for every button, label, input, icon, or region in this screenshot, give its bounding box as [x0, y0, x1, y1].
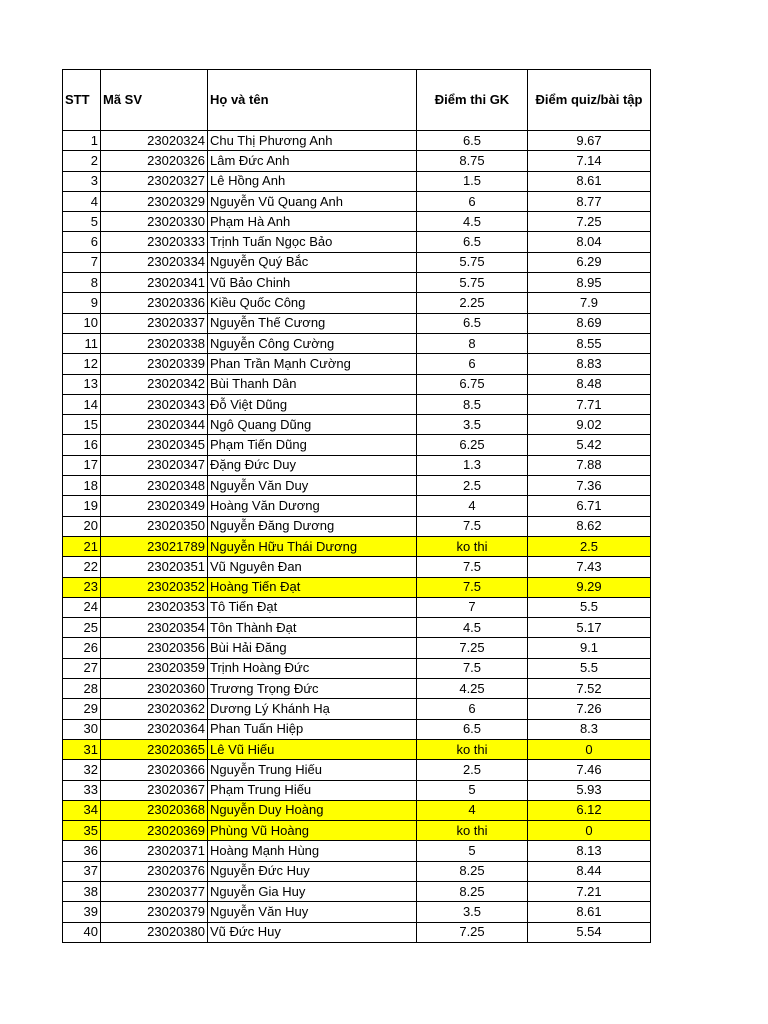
- table-row: [63, 719, 651, 739]
- cell-diem-gk: 1.5: [417, 171, 528, 191]
- cell-stt: 22: [63, 557, 101, 577]
- cell-stt: 37: [63, 861, 101, 881]
- cell-diem-gk: 6: [417, 191, 528, 211]
- cell-stt: 13: [63, 374, 101, 394]
- cell-ho-ten: Nguyễn Trung Hiếu: [208, 760, 417, 780]
- cell-diem-quiz: 8.04: [528, 232, 651, 252]
- cell-diem-gk: 8: [417, 333, 528, 353]
- cell-stt: 30: [63, 719, 101, 739]
- cell-stt: 7: [63, 252, 101, 272]
- cell-diem-quiz: 8.83: [528, 354, 651, 374]
- cell-diem-quiz: 5.5: [528, 658, 651, 678]
- cell-stt: 5: [63, 212, 101, 232]
- table-row: [63, 577, 651, 597]
- cell-ma-sv: 23020338: [101, 333, 208, 353]
- cell-stt: 40: [63, 922, 101, 942]
- table-row: [63, 557, 651, 577]
- table-row: [63, 333, 651, 353]
- cell-diem-quiz: 7.88: [528, 455, 651, 475]
- cell-diem-quiz: 7.71: [528, 394, 651, 414]
- cell-diem-gk: 4.5: [417, 618, 528, 638]
- cell-diem-quiz: 8.77: [528, 191, 651, 211]
- cell-ho-ten: Nguyễn Hữu Thái Dương: [208, 536, 417, 556]
- cell-stt: 21: [63, 536, 101, 556]
- cell-stt: 32: [63, 760, 101, 780]
- cell-stt: 2: [63, 151, 101, 171]
- table-row: [63, 252, 651, 272]
- table-row: [63, 171, 651, 191]
- cell-diem-gk: 2.5: [417, 476, 528, 496]
- cell-diem-gk: 7.25: [417, 638, 528, 658]
- table-row: [63, 902, 651, 922]
- cell-diem-gk: 8.25: [417, 881, 528, 901]
- cell-diem-gk: 4.5: [417, 212, 528, 232]
- cell-ma-sv: 23020344: [101, 415, 208, 435]
- cell-ho-ten: Nguyễn Thế Cương: [208, 313, 417, 333]
- cell-stt: 4: [63, 191, 101, 211]
- cell-ma-sv: 23020365: [101, 739, 208, 759]
- cell-ho-ten: Nguyễn Quý Bắc: [208, 252, 417, 272]
- cell-diem-quiz: 7.36: [528, 476, 651, 496]
- cell-ho-ten: Vũ Nguyên Đan: [208, 557, 417, 577]
- cell-diem-gk: 6.25: [417, 435, 528, 455]
- cell-ma-sv: 23020368: [101, 800, 208, 820]
- cell-ma-sv: 23020348: [101, 476, 208, 496]
- cell-ma-sv: 23020351: [101, 557, 208, 577]
- cell-diem-gk: 8.5: [417, 394, 528, 414]
- table-row: [63, 415, 651, 435]
- cell-diem-gk: 6.5: [417, 232, 528, 252]
- table-row: [63, 476, 651, 496]
- cell-stt: 14: [63, 394, 101, 414]
- cell-stt: 34: [63, 800, 101, 820]
- cell-ho-ten: Ngô Quang Dũng: [208, 415, 417, 435]
- cell-diem-gk: ko thi: [417, 536, 528, 556]
- cell-ho-ten: Phạm Tiến Dũng: [208, 435, 417, 455]
- cell-ma-sv: 23020343: [101, 394, 208, 414]
- cell-diem-quiz: 0: [528, 821, 651, 841]
- cell-diem-gk: 4: [417, 496, 528, 516]
- cell-diem-gk: 6: [417, 699, 528, 719]
- cell-diem-quiz: 9.67: [528, 131, 651, 151]
- cell-stt: 23: [63, 577, 101, 597]
- cell-diem-gk: 3.5: [417, 415, 528, 435]
- cell-diem-quiz: 7.9: [528, 293, 651, 313]
- cell-diem-gk: 7.5: [417, 577, 528, 597]
- cell-ma-sv: 23020367: [101, 780, 208, 800]
- cell-stt: 27: [63, 658, 101, 678]
- cell-diem-gk: 2.25: [417, 293, 528, 313]
- cell-stt: 35: [63, 821, 101, 841]
- cell-ma-sv: 23020337: [101, 313, 208, 333]
- cell-ma-sv: 23020377: [101, 881, 208, 901]
- cell-diem-quiz: 7.52: [528, 679, 651, 699]
- cell-diem-gk: 8.25: [417, 861, 528, 881]
- cell-ma-sv: 23020371: [101, 841, 208, 861]
- cell-ho-ten: Lê Vũ Hiếu: [208, 739, 417, 759]
- table-row: [63, 760, 651, 780]
- cell-diem-quiz: 6.29: [528, 252, 651, 272]
- table-row: [63, 212, 651, 232]
- table-row: [63, 232, 651, 252]
- table-row: [63, 313, 651, 333]
- cell-diem-quiz: 5.17: [528, 618, 651, 638]
- cell-ho-ten: Dương Lý Khánh Hạ: [208, 699, 417, 719]
- cell-diem-gk: 6.75: [417, 374, 528, 394]
- cell-ma-sv: 23020353: [101, 597, 208, 617]
- table-row: [63, 273, 651, 293]
- cell-stt: 33: [63, 780, 101, 800]
- table-row: [63, 800, 651, 820]
- cell-ma-sv: 23020369: [101, 821, 208, 841]
- cell-diem-quiz: 5.93: [528, 780, 651, 800]
- cell-ho-ten: Phan Tuấn Hiệp: [208, 719, 417, 739]
- header-row: [63, 70, 651, 131]
- cell-diem-gk: 2.5: [417, 760, 528, 780]
- cell-diem-gk: ko thi: [417, 739, 528, 759]
- cell-ma-sv: 23020352: [101, 577, 208, 597]
- cell-ma-sv: 23020329: [101, 191, 208, 211]
- table-row: [63, 780, 651, 800]
- cell-diem-quiz: 5.42: [528, 435, 651, 455]
- cell-diem-quiz: 8.61: [528, 171, 651, 191]
- table-row: [63, 435, 651, 455]
- cell-diem-gk: 7.5: [417, 557, 528, 577]
- table-row: [63, 293, 651, 313]
- cell-diem-gk: 4.25: [417, 679, 528, 699]
- cell-ma-sv: 23020330: [101, 212, 208, 232]
- cell-ma-sv: 23020364: [101, 719, 208, 739]
- header-stt: STT: [63, 70, 101, 131]
- cell-ma-sv: 23020359: [101, 658, 208, 678]
- cell-stt: 10: [63, 313, 101, 333]
- table-row: [63, 131, 651, 151]
- cell-ma-sv: 23020333: [101, 232, 208, 252]
- cell-stt: 12: [63, 354, 101, 374]
- table-body: [63, 131, 651, 943]
- cell-ma-sv: 23020326: [101, 151, 208, 171]
- cell-ho-ten: Phùng Vũ Hoàng: [208, 821, 417, 841]
- cell-diem-quiz: 9.29: [528, 577, 651, 597]
- cell-ma-sv: 23020380: [101, 922, 208, 942]
- cell-stt: 1: [63, 131, 101, 151]
- table-row: [63, 151, 651, 171]
- cell-stt: 36: [63, 841, 101, 861]
- cell-ho-ten: Trương Trọng Đức: [208, 679, 417, 699]
- cell-ho-ten: Phạm Hà Anh: [208, 212, 417, 232]
- cell-stt: 25: [63, 618, 101, 638]
- cell-stt: 6: [63, 232, 101, 252]
- cell-diem-quiz: 9.02: [528, 415, 651, 435]
- table-row: [63, 739, 651, 759]
- cell-ho-ten: Nguyễn Công Cường: [208, 333, 417, 353]
- table-row: [63, 455, 651, 475]
- cell-diem-gk: 1.3: [417, 455, 528, 475]
- cell-ma-sv: 23021789: [101, 536, 208, 556]
- cell-stt: 29: [63, 699, 101, 719]
- cell-ho-ten: Lâm Đức Anh: [208, 151, 417, 171]
- table-row: [63, 191, 651, 211]
- header-diem-quiz: Điểm quiz/bài tập: [528, 70, 651, 131]
- cell-ma-sv: 23020366: [101, 760, 208, 780]
- cell-diem-quiz: 5.54: [528, 922, 651, 942]
- cell-stt: 8: [63, 273, 101, 293]
- table-row: [63, 354, 651, 374]
- cell-stt: 3: [63, 171, 101, 191]
- table-row: [63, 658, 651, 678]
- table-row: [63, 841, 651, 861]
- cell-ho-ten: Trịnh Hoàng Đức: [208, 658, 417, 678]
- cell-diem-gk: ko thi: [417, 821, 528, 841]
- cell-diem-gk: 6.5: [417, 131, 528, 151]
- cell-diem-quiz: 6.12: [528, 800, 651, 820]
- cell-diem-quiz: 5.5: [528, 597, 651, 617]
- cell-diem-gk: 7: [417, 597, 528, 617]
- cell-diem-quiz: 8.62: [528, 516, 651, 536]
- cell-ma-sv: 23020379: [101, 902, 208, 922]
- cell-diem-gk: 6: [417, 354, 528, 374]
- cell-ho-ten: Vũ Đức Huy: [208, 922, 417, 942]
- cell-diem-quiz: 9.1: [528, 638, 651, 658]
- cell-diem-gk: 6.5: [417, 719, 528, 739]
- cell-ho-ten: Nguyễn Đức Huy: [208, 861, 417, 881]
- cell-diem-quiz: 8.95: [528, 273, 651, 293]
- table-row: [63, 821, 651, 841]
- cell-diem-gk: 5: [417, 841, 528, 861]
- cell-ho-ten: Nguyễn Vũ Quang Anh: [208, 191, 417, 211]
- cell-diem-quiz: 8.69: [528, 313, 651, 333]
- cell-stt: 11: [63, 333, 101, 353]
- cell-diem-quiz: 8.13: [528, 841, 651, 861]
- cell-ho-ten: Chu Thị Phương Anh: [208, 131, 417, 151]
- cell-stt: 9: [63, 293, 101, 313]
- cell-diem-quiz: 8.44: [528, 861, 651, 881]
- cell-ma-sv: 23020342: [101, 374, 208, 394]
- table-row: [63, 394, 651, 414]
- table-row: [63, 699, 651, 719]
- cell-diem-gk: 7.25: [417, 922, 528, 942]
- cell-ma-sv: 23020356: [101, 638, 208, 658]
- cell-diem-quiz: 6.71: [528, 496, 651, 516]
- cell-diem-gk: 4: [417, 800, 528, 820]
- cell-diem-gk: 5.75: [417, 273, 528, 293]
- cell-stt: 31: [63, 739, 101, 759]
- cell-ho-ten: Nguyễn Gia Huy: [208, 881, 417, 901]
- cell-stt: 38: [63, 881, 101, 901]
- cell-diem-gk: 5.75: [417, 252, 528, 272]
- cell-diem-quiz: 8.61: [528, 902, 651, 922]
- table-row: [63, 638, 651, 658]
- cell-stt: 24: [63, 597, 101, 617]
- cell-ho-ten: Kiều Quốc Công: [208, 293, 417, 313]
- cell-diem-quiz: 8.48: [528, 374, 651, 394]
- cell-ma-sv: 23020324: [101, 131, 208, 151]
- cell-ma-sv: 23020341: [101, 273, 208, 293]
- cell-diem-gk: 8.75: [417, 151, 528, 171]
- cell-ho-ten: Đỗ Việt Dũng: [208, 394, 417, 414]
- cell-diem-gk: 7.5: [417, 658, 528, 678]
- cell-diem-quiz: 7.25: [528, 212, 651, 232]
- header-diem-gk: Điểm thi GK: [417, 70, 528, 131]
- cell-ho-ten: Nguyễn Đăng Dương: [208, 516, 417, 536]
- cell-stt: 20: [63, 516, 101, 536]
- cell-ho-ten: Hoàng Tiến Đạt: [208, 577, 417, 597]
- cell-ho-ten: Nguyễn Duy Hoàng: [208, 800, 417, 820]
- table-row: [63, 536, 651, 556]
- cell-ma-sv: 23020350: [101, 516, 208, 536]
- cell-ho-ten: Phan Trần Mạnh Cường: [208, 354, 417, 374]
- cell-ma-sv: 23020336: [101, 293, 208, 313]
- cell-ma-sv: 23020360: [101, 679, 208, 699]
- table-row: [63, 374, 651, 394]
- header-ho-ten: Họ và tên: [208, 70, 417, 131]
- cell-ho-ten: Tô Tiến Đạt: [208, 597, 417, 617]
- cell-diem-gk: 7.5: [417, 516, 528, 536]
- cell-stt: 18: [63, 476, 101, 496]
- cell-ho-ten: Nguyễn Văn Duy: [208, 476, 417, 496]
- cell-ma-sv: 23020327: [101, 171, 208, 191]
- cell-ho-ten: Phạm Trung Hiếu: [208, 780, 417, 800]
- cell-ma-sv: 23020347: [101, 455, 208, 475]
- cell-ma-sv: 23020354: [101, 618, 208, 638]
- cell-stt: 19: [63, 496, 101, 516]
- cell-ho-ten: Trịnh Tuấn Ngọc Bảo: [208, 232, 417, 252]
- cell-stt: 17: [63, 455, 101, 475]
- cell-diem-gk: 6.5: [417, 313, 528, 333]
- cell-diem-quiz: 7.26: [528, 699, 651, 719]
- cell-diem-quiz: 8.55: [528, 333, 651, 353]
- cell-ho-ten: Nguyễn Văn Huy: [208, 902, 417, 922]
- cell-ho-ten: Vũ Bảo Chinh: [208, 273, 417, 293]
- cell-stt: 39: [63, 902, 101, 922]
- cell-ho-ten: Tôn Thành Đạt: [208, 618, 417, 638]
- cell-ho-ten: Hoàng Mạnh Hùng: [208, 841, 417, 861]
- table-row: [63, 679, 651, 699]
- cell-ma-sv: 23020339: [101, 354, 208, 374]
- cell-diem-quiz: 0: [528, 739, 651, 759]
- cell-stt: 28: [63, 679, 101, 699]
- table-row: [63, 496, 651, 516]
- table-row: [63, 881, 651, 901]
- table-row: [63, 618, 651, 638]
- cell-ho-ten: Bùi Hải Đăng: [208, 638, 417, 658]
- cell-ho-ten: Đặng Đức Duy: [208, 455, 417, 475]
- cell-diem-quiz: 7.14: [528, 151, 651, 171]
- table-row: [63, 922, 651, 942]
- header-ma-sv: Mã SV: [101, 70, 208, 131]
- cell-ma-sv: 23020376: [101, 861, 208, 881]
- grade-table: [62, 69, 651, 943]
- cell-ma-sv: 23020334: [101, 252, 208, 272]
- cell-diem-quiz: 8.3: [528, 719, 651, 739]
- cell-diem-quiz: 7.46: [528, 760, 651, 780]
- cell-diem-quiz: 7.43: [528, 557, 651, 577]
- cell-ho-ten: Lê Hồng Anh: [208, 171, 417, 191]
- cell-ma-sv: 23020349: [101, 496, 208, 516]
- cell-ma-sv: 23020345: [101, 435, 208, 455]
- cell-diem-gk: 3.5: [417, 902, 528, 922]
- cell-stt: 26: [63, 638, 101, 658]
- table-row: [63, 861, 651, 881]
- cell-ma-sv: 23020362: [101, 699, 208, 719]
- cell-diem-gk: 5: [417, 780, 528, 800]
- table-row: [63, 516, 651, 536]
- cell-stt: 16: [63, 435, 101, 455]
- cell-diem-quiz: 7.21: [528, 881, 651, 901]
- cell-ho-ten: Bùi Thanh Dân: [208, 374, 417, 394]
- cell-ho-ten: Hoàng Văn Dương: [208, 496, 417, 516]
- cell-stt: 15: [63, 415, 101, 435]
- table-row: [63, 597, 651, 617]
- cell-diem-quiz: 2.5: [528, 536, 651, 556]
